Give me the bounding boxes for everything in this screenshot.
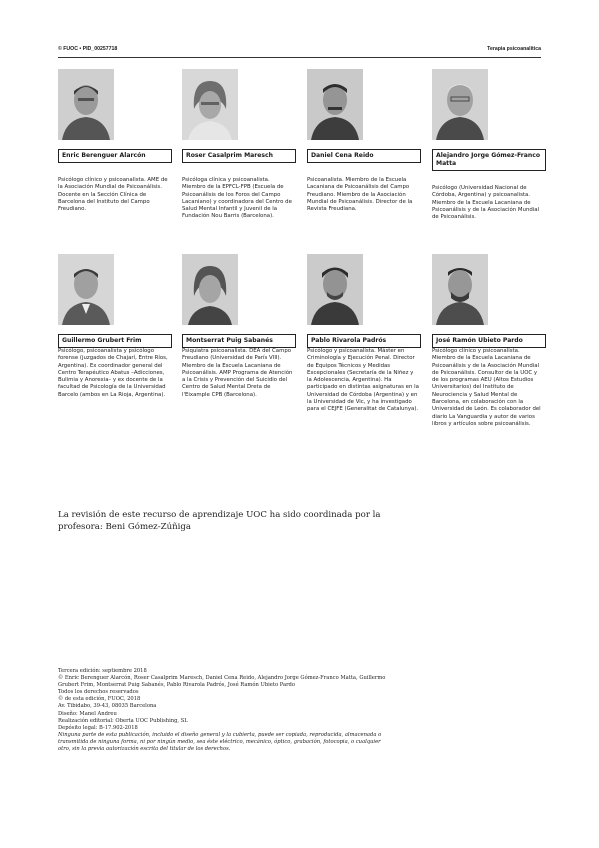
author-photo	[182, 69, 238, 140]
author-bio: Psicoanalista. Miembro de la Escuela Lacaniana de Psicoanálisis del Campo Freudiano. Miembro de la Asociación Mundial de Psicoanálisis. Director de la Revista Freudiana.	[307, 177, 413, 213]
author-photo	[58, 254, 114, 325]
author-name: Pablo Rivarola Padrós	[307, 334, 421, 348]
author-photo	[432, 254, 488, 325]
author-name: Alejandro Jorge Gómez-Franco Matta	[432, 149, 546, 171]
header-left: © FUOC • PID_00257718	[58, 46, 118, 52]
publisher: Realización editorial: Oberta UOC Publishing, SL	[58, 717, 188, 724]
author-bio: Psicólogo clínico y psicoanalista. AME de la Asociación Mundial de Psicoanálisis. Docente en la Sección Clínica de Barcelona del Instituto del Campo Freudiano.	[58, 177, 168, 213]
header-right: Terapia psicoanalítica	[487, 46, 541, 52]
author-bio: Psicólogo clínico y psicoanalista. Miembro de la Escuela Lacaniana de Psicoanálisis y de la Asociación Mundial de Psicoanálisis. Consultor de la UOC y de los programas AEU (Altos Estudios Universitarios) del Instituto de Neurociencia y Salud Mental de Barcelona, en colaboración con la Universidad de León. Es colaborador del diario La Vanguardia y autor de varios libros y artículos sobre psicoanálisis.	[432, 348, 541, 427]
author-bio: Psicólogo (Universidad Nacional de Córdoba, Argentina) y psicoanalista. Miembro de la Escuela Lacaniana de Psicoanálisis y de la Asociación Mundial de Psicoanálisis.	[432, 185, 540, 221]
author-name: José Ramón Ubieto Pardo	[432, 334, 546, 348]
legal-deposit: Depósito legal: B-17.902-2018	[58, 724, 138, 731]
author-bio: Psiquiatra psicoanalista. DEA del Campo Freudiano (Universidad de París VIII). Miembro de la Escuela Lacaniana de Psicoanálisis. AMP Programa de Atención a la Crisis y Prevención del Suicidio del Centro de Salud Mental Dreta de l'Eixample CPB (Barcelona).	[182, 348, 293, 398]
author-name: Enric Berenguer Alarcón	[58, 149, 172, 163]
design-credit: Diseño: Manel Andreu	[58, 710, 117, 717]
author-name: Guillermo Grubert Frim	[58, 334, 172, 348]
author-photo	[182, 254, 238, 325]
page-header	[58, 46, 541, 56]
rights: Todos los derechos reservados	[58, 689, 139, 696]
author-photo	[432, 69, 488, 140]
address: Av. Tibidabo, 39-43, 08035 Barcelona	[58, 703, 157, 710]
author-bio: Psicólogo y psicoanalista. Máster en Criminología y Ejecución Penal. Director de Equipos Técnicos y Medidas Excepcionales (Secretaría de la Niñez y la Adolescencia, Argentina). Ha participado en distintas asignaturas en la Universidad de Córdoba (Argentina) y en la Universidad de Vic, y ha investigado para el CEJFE (Generalitat de Catalunya).	[307, 348, 419, 413]
edition: Tercera edición: septiembre 2018	[58, 668, 147, 674]
legal-notice: Ninguna parte de esta publicación, incluido el diseño general y la cubierta, puede ser copiada, reproducida, almacenada o transmitida de ninguna forma, ni por ningún medio, sea éste eléctrico, mecánico, óptico, grabación, fotocopia, o cualquier otro, sin la previa autorización escrita del titular de los derechos.	[58, 731, 382, 753]
copyright-edition: © de esta edición, FUOC, 2018	[58, 696, 141, 703]
author-photo	[307, 69, 363, 140]
author-bio: Psicóloga clínica y psicoanalista. Miembro de la EPFCL-FPB (Escuela de Psicoanálisis de los Foros del Campo Lacaniano) y coordinadora del Centro de Salud Mental Infantil y Juvenil de la Fundación Nou Barris (Barcelona).	[182, 177, 292, 220]
copyright-authors: © Enric Berenguer Alarcón, Roser Casalprim Maresch, Daniel Cena Reido, Alejandro Jorge Gómez-Franco Matta, Guillermo Grubert Frim, Montserrat Puig Sabanés, Pablo Rivarola Padrós, José Ramón Ubieto Pardo	[58, 675, 386, 689]
author-photo	[58, 69, 114, 140]
header-divider	[58, 57, 541, 58]
author-bio: Psicólogo, psicoanalista y psicólogo forense (juzgados de Chajarí, Entre Ríos, Argentina). Ex coordinador general del Centro Terapéutico Abatus –Adicciones, Bulimia y Anorexia– y ex docente de la facultad de Psicología de la Universidad Barcelo (ambos en La Rioja, Argentina).	[58, 348, 168, 398]
author-name: Roser Casalprim Maresch	[182, 149, 296, 163]
author-name: Montserrat Puig Sabanés	[182, 334, 296, 348]
author-photo	[307, 254, 363, 325]
colophon	[58, 668, 393, 753]
review-note: La revisión de este recurso de aprendizaje UOC ha sido coordinada por la profesora: Beni Gómez-Zúñiga	[58, 510, 381, 532]
author-name: Daniel Cena Reido	[307, 149, 421, 163]
